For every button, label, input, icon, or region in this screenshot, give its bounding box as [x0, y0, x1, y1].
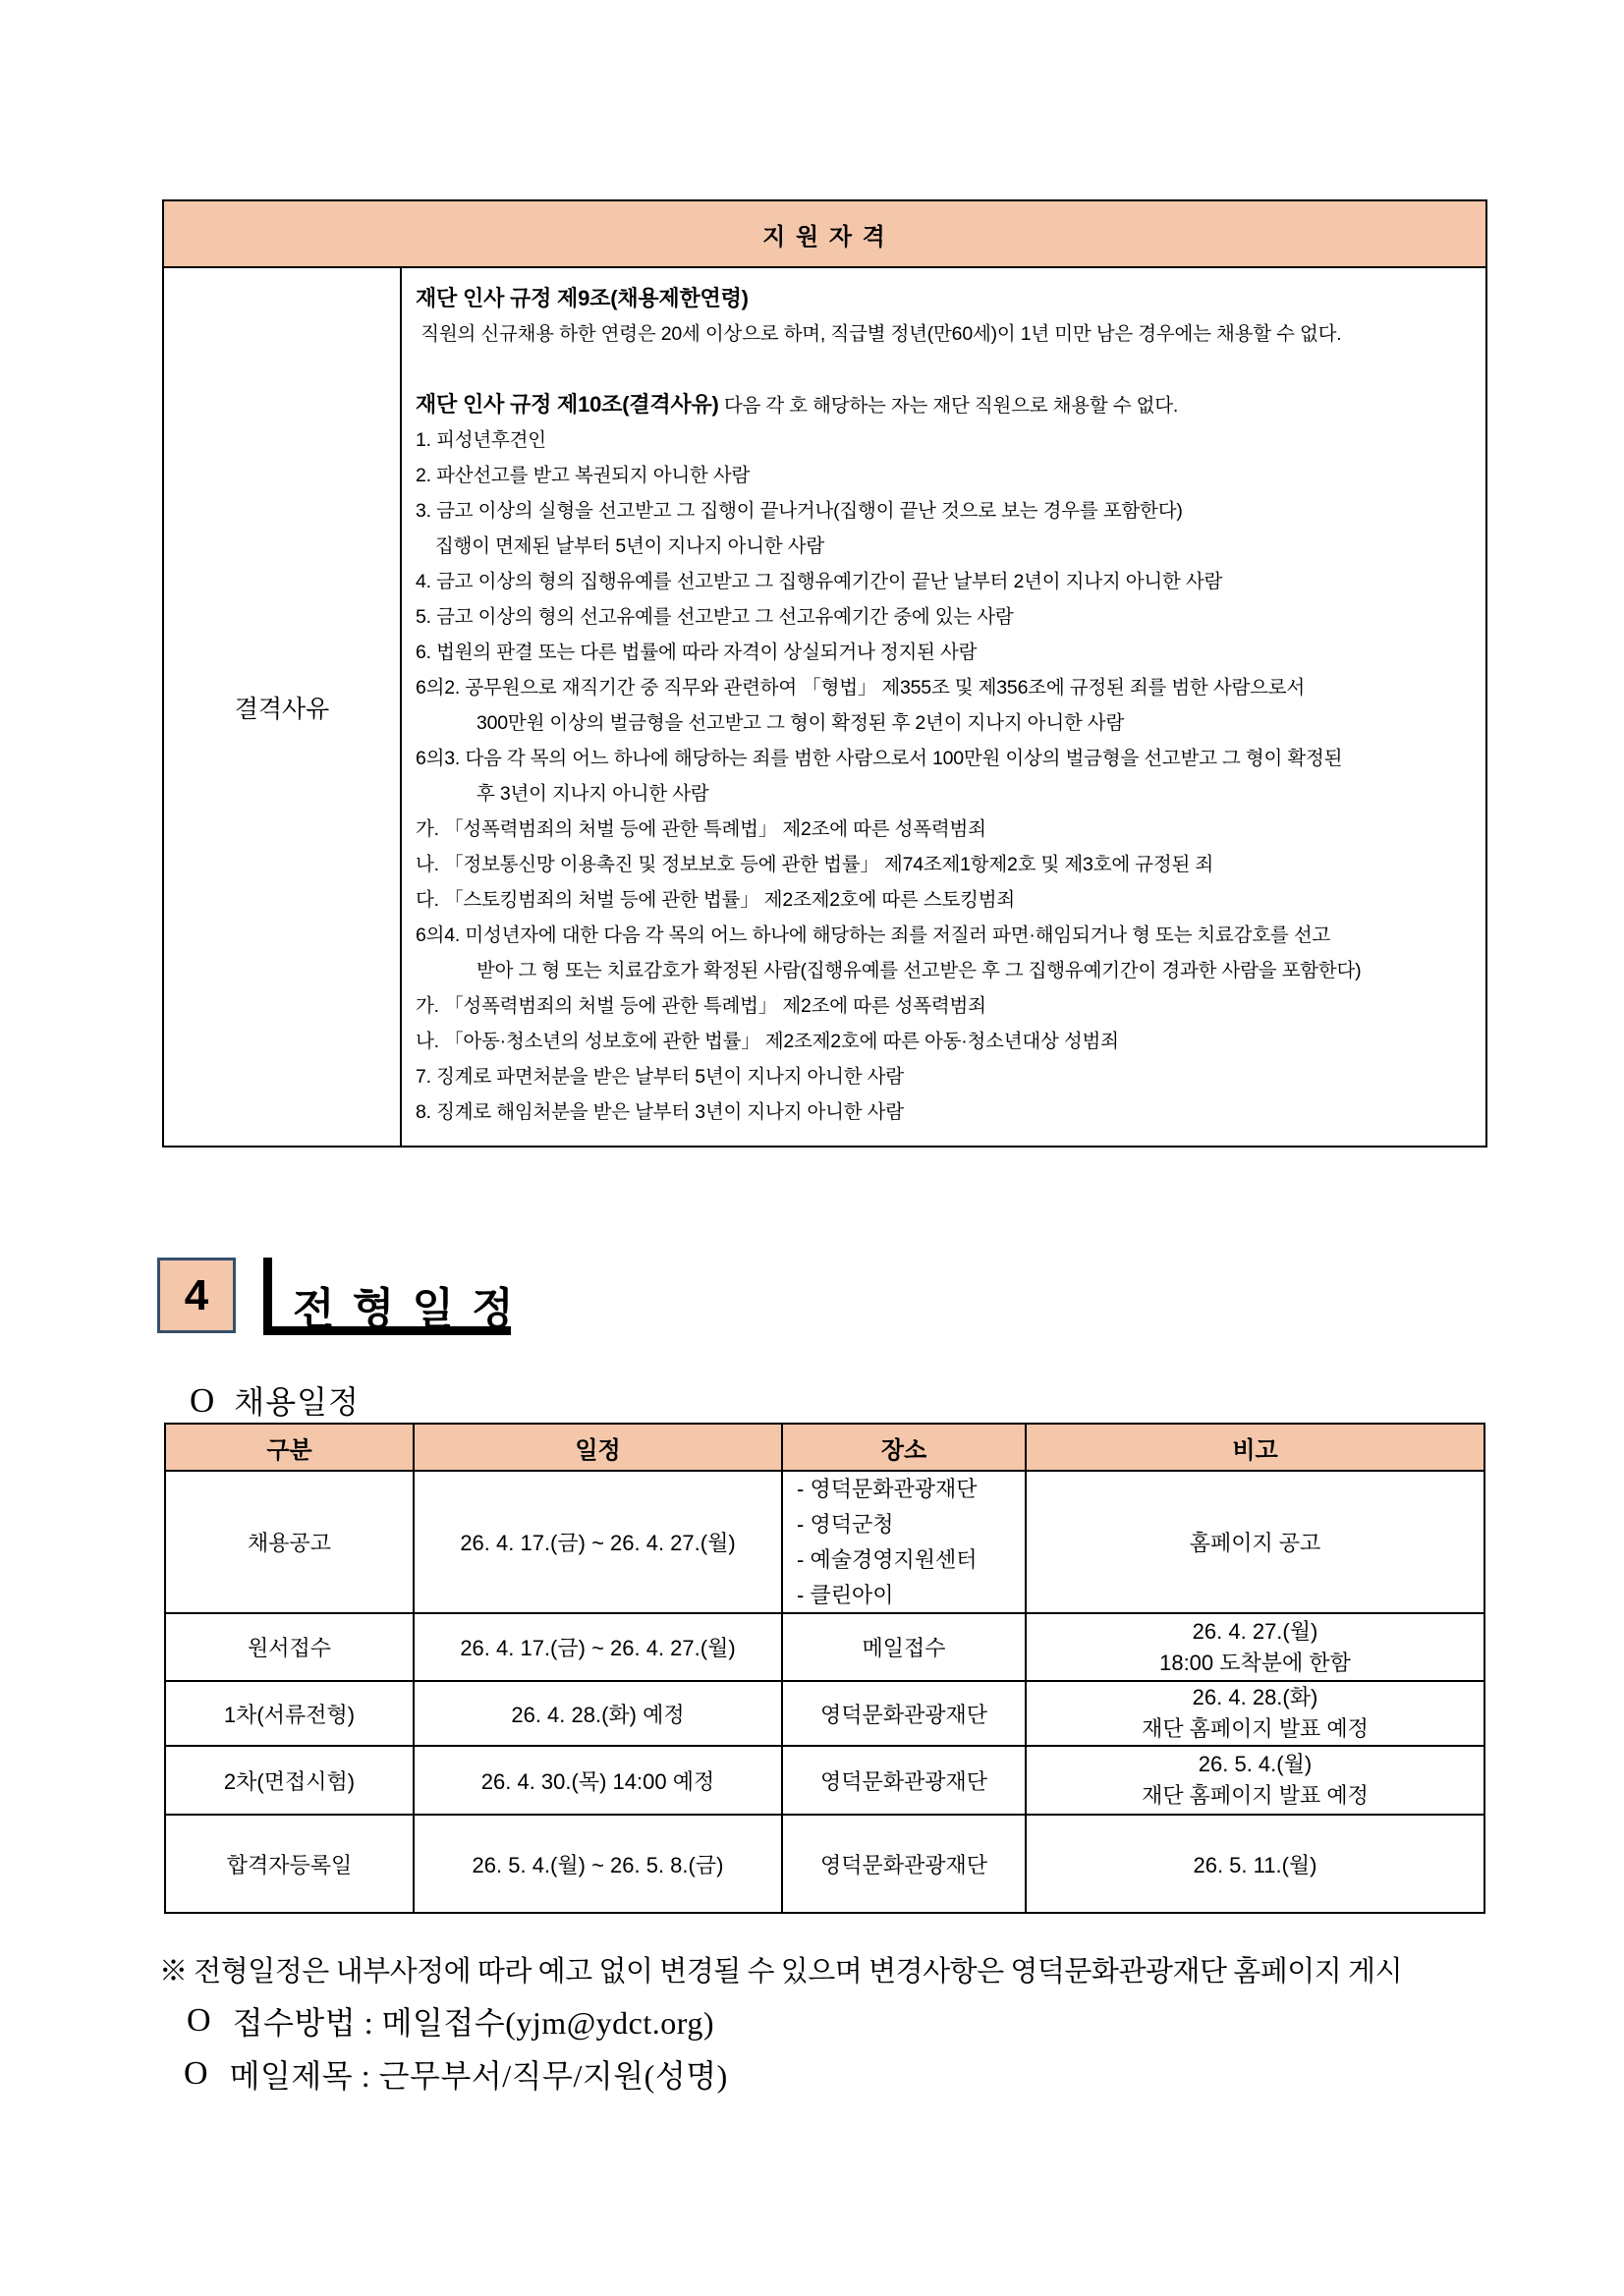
schedule-category-cell: 1차(서류전형)	[166, 1682, 415, 1745]
location-line: 영덕문화관광재단	[819, 1702, 988, 1727]
schedule-column-header: 장소	[783, 1425, 1027, 1470]
section-number-box	[157, 1258, 236, 1333]
eligibility-table	[162, 199, 1487, 1148]
mail-subject-label: 메일제목 :	[229, 2058, 379, 2094]
rule-item: 6의3. 다음 각 목의 어느 하나에 해당하는 죄를 범한 사람으로서 100만원 이상의 벌금형을 선고받고 그 형이 확정된	[416, 748, 1343, 769]
schedule-location-cell	[783, 1614, 1027, 1680]
application-method-text	[233, 1998, 714, 2044]
rule-item: 후 3년이 지나지 아니한 사람	[476, 783, 709, 805]
schedule-date-cell: 26. 4. 17.(금) ~ 26. 4. 27.(월)	[415, 1614, 783, 1680]
rule-item-list	[416, 422, 1480, 1130]
schedule-table	[164, 1423, 1485, 1914]
schedule-note-cell	[1027, 1816, 1484, 1912]
schedule-date-cell: 26. 5. 4.(월) ~ 26. 5. 8.(금)	[415, 1816, 783, 1912]
schedule-table-header-row	[166, 1425, 1484, 1472]
application-method-line	[187, 1998, 714, 2044]
rule-item: 나. 「정보통신망 이용촉진 및 정보보호 등에 관한 법률」 제74조제1항제2호 및 제3호에 규정된 죄	[416, 854, 1213, 875]
schedule-table-row	[166, 1472, 1484, 1614]
circle-bullet-icon: O	[184, 2055, 208, 2092]
location-line: - 클린아이	[797, 1582, 894, 1607]
disqualification-row-label	[164, 268, 402, 1146]
schedule-date-cell: 26. 4. 17.(금) ~ 26. 4. 27.(월)	[415, 1472, 783, 1612]
rule-item: 가. 「성폭력범죄의 처벌 등에 관한 특례법」 제2조에 따른 성폭력범죄	[416, 995, 986, 1017]
schedule-location-cell	[783, 1472, 1027, 1612]
schedule-location-cell	[783, 1816, 1027, 1912]
schedule-column-header: 일정	[415, 1425, 783, 1470]
mail-subject-value: 근무부서/직무/지원(성명)	[378, 2058, 728, 2094]
rule10-tail: 다음 각 호 해당하는 자는 재단 직원으로 채용할 수 없다.	[718, 395, 1179, 417]
disqualification-label-text: 결격사유	[234, 695, 330, 723]
location-line: 영덕문화관광재단	[819, 1852, 988, 1877]
rule9-title: 재단 인사 규정 제9조(채용제한연령)	[416, 286, 749, 310]
schedule-date-cell: 26. 4. 28.(화) 예정	[415, 1682, 783, 1745]
application-method-value: 메일접수(yjm@ydct.org)	[381, 2005, 714, 2041]
rule-item: 6의4. 미성년자에 대한 다음 각 목의 어느 하나에 해당하는 죄를 저질러 파면·해임되거나 형 또는 치료감호를 선고	[416, 924, 1331, 946]
rule-item: 나. 「아동·청소년의 성보호에 관한 법률」 제2조제2호에 따른 아동·청소년대상 성범죄	[416, 1031, 1119, 1052]
note-line: 18:00 도착분에 한함	[1159, 1650, 1351, 1675]
rule-item: 다. 「스토킹범죄의 처벌 등에 관한 법률」 제2조제2호에 따른 스토킹범죄	[416, 889, 1016, 911]
rule-item: 1. 피성년후견인	[416, 429, 546, 451]
location-line: 메일접수	[862, 1636, 946, 1660]
rule-item: 3. 금고 이상의 실형을 선고받고 그 집행이 끝나거나(집행이 끝난 것으로 보는 경우를 포함한다)	[416, 500, 1183, 522]
rule-item: 5. 금고 이상의 형의 선고유예를 선고받고 그 선고유예기간 중에 있는 사람	[416, 606, 1014, 628]
schedule-category-cell: 2차(면접시험)	[166, 1747, 415, 1814]
schedule-change-notice: ※ 전형일정은 내부사정에 따라 예고 없이 변경될 수 있으며 변경사항은 영덕문화관광재단 홈페이지 게시	[159, 1956, 1403, 1988]
rule-item: 6의2. 공무원으로 재직기간 중 직무와 관련하여 「형법」 제355조 및 제356조에 규정된 죄를 범한 사람으로서	[416, 677, 1306, 699]
eligibility-table-body	[164, 268, 1485, 1146]
rule-item: 받아 그 형 또는 치료감호가 확정된 사람(집행유예를 선고받은 후 그 집행유예기간이 경과한 사람을 포함한다)	[476, 960, 1362, 981]
rule-item: 6. 법원의 판결 또는 다른 법률에 따라 자격이 상실되거나 정지된 사람	[416, 642, 978, 663]
schedule-date-cell: 26. 4. 30.(목) 14:00 예정	[415, 1747, 783, 1814]
schedule-table-row	[166, 1682, 1484, 1747]
schedule-category-cell: 원서접수	[166, 1614, 415, 1680]
schedule-column-header: 구분	[166, 1425, 415, 1470]
schedule-note-cell	[1027, 1682, 1484, 1745]
mail-subject-text	[230, 2051, 728, 2097]
schedule-note-cell	[1027, 1614, 1484, 1680]
schedule-table-body	[166, 1472, 1484, 1912]
schedule-location-cell	[783, 1747, 1027, 1814]
eligibility-header-label: 지 원 자 격	[762, 223, 887, 251]
note-line: 재단 홈페이지 발표 예정	[1142, 1716, 1369, 1741]
note-line: 홈페이지 공고	[1189, 1531, 1321, 1555]
location-line: - 영덕문화관광재단	[797, 1476, 978, 1501]
section-title: 전 형 일 정	[293, 1285, 517, 1333]
rule9-body: 직원의 신규채용 하한 연령은 20세 이상으로 하며, 직급별 정년(만60세)이 1년 미만 남은 경우에는 채용할 수 없다.	[416, 323, 1342, 345]
circle-bullet-icon: O	[187, 2002, 211, 2039]
section-heading-vertical-bar	[263, 1258, 272, 1334]
rule-item: 집행이 면제된 날부터 5년이 지나지 아니한 사람	[435, 535, 825, 557]
note-line: 26. 4. 27.(월)	[1192, 1618, 1318, 1644]
rule10-line	[416, 387, 1480, 422]
eligibility-table-header	[164, 201, 1485, 268]
rule-item: 7. 징계로 파면처분을 받은 날부터 5년이 지나지 아니한 사람	[416, 1066, 904, 1088]
note-line: 26. 4. 28.(화)	[1192, 1685, 1318, 1709]
subsection-title: 채용일정	[234, 1384, 360, 1420]
schedule-category-cell: 채용공고	[166, 1472, 415, 1612]
rule-item: 300만원 이상의 벌금형을 선고받고 그 형이 확정된 후 2년이 지나지 아니한 사람	[476, 712, 1125, 734]
schedule-note-cell	[1027, 1472, 1484, 1612]
rule-item: 2. 파산선고를 받고 복권되지 아니한 사람	[416, 465, 751, 486]
schedule-location-cell	[783, 1682, 1027, 1745]
disqualification-content-cell	[402, 268, 1485, 1146]
schedule-table-row	[166, 1614, 1484, 1682]
mail-subject-line	[184, 2051, 728, 2097]
spacer-line	[416, 352, 1480, 387]
rule-item: 4. 금고 이상의 형의 집행유예를 선고받고 그 집행유예기간이 끝난 날부터 2년이 지나지 아니한 사람	[416, 571, 1223, 592]
schedule-note-cell	[1027, 1747, 1484, 1814]
schedule-column-header: 비고	[1232, 1436, 1278, 1464]
rule-item: 8. 징계로 해임처분을 받은 날부터 3년이 지나지 아니한 사람	[416, 1101, 904, 1123]
location-line: - 영덕군청	[797, 1511, 894, 1537]
note-line: 26. 5. 4.(월)	[1198, 1752, 1313, 1776]
location-line: - 예술경영지원센터	[797, 1546, 978, 1572]
note-line: 재단 홈페이지 발표 예정	[1142, 1783, 1369, 1808]
location-line: 영덕문화관광재단	[819, 1768, 988, 1794]
rule10-title: 재단 인사 규정 제10조(결격사유)	[416, 392, 719, 417]
note-line: 26. 5. 11.(월)	[1193, 1852, 1317, 1877]
circle-bullet-icon: O	[190, 1380, 215, 1420]
section-number: 4	[184, 1270, 209, 1319]
subsection-line	[190, 1377, 360, 1423]
schedule-table-row	[166, 1747, 1484, 1816]
schedule-table-row	[166, 1816, 1484, 1912]
application-method-label: 접수방법 :	[232, 2005, 382, 2041]
rule-item: 가. 「성폭력범죄의 처벌 등에 관한 특례법」 제2조에 따른 성폭력범죄	[416, 818, 986, 840]
schedule-category-cell: 합격자등록일	[166, 1816, 415, 1912]
